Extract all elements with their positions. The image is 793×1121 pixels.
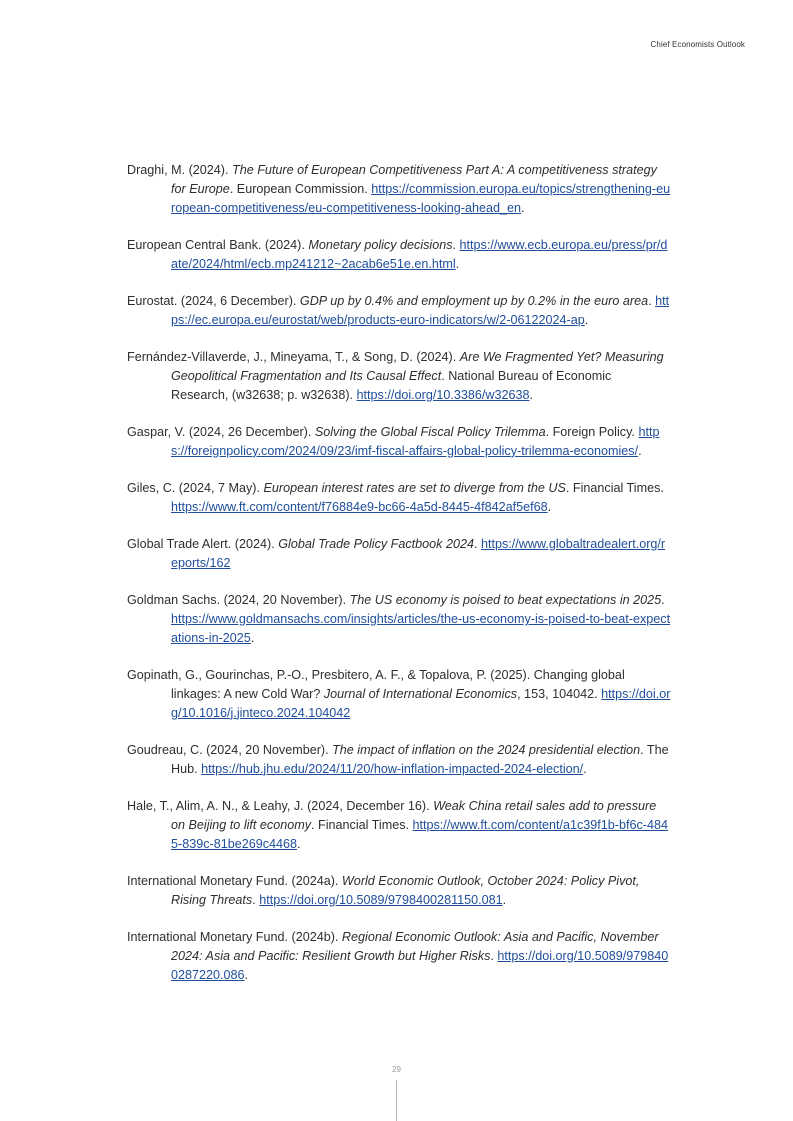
reference-authors: International Monetary Fund. (2024b).: [127, 930, 342, 945]
reference-entry: Giles, C. (2024, 7 May). European interest rates are set to diverge from the US. Financial Times. https://www.ft.com/content/f76884e9-bc66-4a5d-8445-4f842af5ef68.: [127, 481, 664, 514]
reference-entry: Goldman Sachs. (2024, 20 November). The US economy is poised to beat expectations in 2025. https://www.goldmansachs.com/insights/articles/the-us-economy-is-poised-to-beat-expectations-in-2025.: [127, 593, 671, 645]
reference-link[interactable]: https://foreignpolicy.com/2024/09/23/imf-fiscal-affairs-global-policy-trilemma-economies/: [171, 424, 660, 458]
reference-link[interactable]: https://www.ft.com/content/a1c39f1b-bf6c-4845-839c-81be269c4468: [171, 817, 669, 851]
reference-entry: Goudreau, C. (2024, 20 November). The impact of inflation on the 2024 presidential election. The Hub. https://hub.jhu.edu/2024/11/20/how-inflation-impacted-2024-election/.: [127, 743, 669, 776]
reference-authors: Giles, C. (2024, 7 May).: [127, 481, 264, 496]
reference-authors: International Monetary Fund. (2024a).: [127, 874, 342, 889]
reference-source: . National Bureau of Economic Research, (w32638; p. w32638).: [171, 368, 612, 402]
reference-source: . Foreign Policy.: [545, 424, 639, 439]
reference-title: The impact of inflation on the 2024 presidential election: [332, 743, 641, 758]
footer-divider: [396, 1080, 397, 1121]
reference-link[interactable]: https://doi.org/10.5089/9798400287220.086: [171, 948, 669, 982]
page-number: 29: [392, 1065, 401, 1074]
reference-entry: Hale, T., Alim, A. N., & Leahy, J. (2024, December 16). Weak China retail sales add to pressure on Beijing to lift economy. Financial Times. https://www.ft.com/content/a1c39f1b-bf6c-4845-839c-81be269c4468.: [127, 799, 669, 851]
running-header: Chief Economists Outlook: [650, 40, 745, 49]
reference-title: Weak China retail sales add to pressure on Beijing to lift economy: [171, 799, 657, 832]
reference-entry: International Monetary Fund. (2024a). World Economic Outlook, October 2024: Policy Pivot, Rising Threats. https://doi.org/10.5089/9798400281150.081.: [127, 874, 640, 907]
reference-title: Regional Economic Outlook: Asia and Pacific, November 2024: Asia and Pacific: Resilient Growth but Higher Risks: [171, 930, 659, 963]
reference-source: . Financial Times.: [311, 817, 413, 832]
reference-authors: Goudreau, C. (2024, 20 November).: [127, 743, 333, 758]
reference-authors: Gaspar, V. (2024, 26 December).: [127, 424, 315, 439]
reference-link[interactable]: https://hub.jhu.edu/2024/11/20/how-inflation-impacted-2024-election/: [201, 761, 584, 776]
reference-entry: Fernández-Villaverde, J., Mineyama, T., & Song, D. (2024). Are We Fragmented Yet? Measuring Geopolitical Fragmentation and Its Causal Effect. National Bureau of Economic Research, (w32638; p. w32638). https://doi.org/10.3386/w32638.: [127, 350, 664, 402]
reference-entry: [127, 535, 672, 573]
reference-title: Monetary policy decisions: [308, 237, 453, 252]
reference-link[interactable]: https://www.globaltradealert.org/reports/162: [171, 537, 666, 570]
reference-entry: Draghi, M. (2024). The Future of European Competitiveness Part A: A competitiveness strategy for Europe. European Commission. https://commission.europa.eu/topics/strengthening-european-competitiveness/eu-competitiveness-looking-ahead_en.: [127, 163, 671, 215]
reference-authors: Global Trade Alert. (2024).: [127, 537, 279, 552]
reference-authors: Goldman Sachs. (2024, 20 November).: [127, 593, 350, 608]
reference-link[interactable]: https://www.goldmansachs.com/insights/articles/the-us-economy-is-poised-to-beat-expectations-in-2025: [171, 612, 671, 645]
reference-authors: Draghi, M. (2024).: [127, 163, 232, 177]
reference-title: Are We Fragmented Yet? Measuring Geopolitical Fragmentation and Its Causal Effect: [171, 350, 664, 383]
reference-authors: Fernández-Villaverde, J., Mineyama, T., & Song, D. (2024).: [127, 350, 460, 365]
reference-link[interactable]: https://doi.org/10.1016/j.jinteco.2024.104042: [171, 686, 671, 720]
reference-title: The US economy is poised to beat expectations in 2025: [349, 593, 662, 608]
reference-title: European interest rates are set to diverge from the US: [263, 481, 566, 496]
reference-title: World Economic Outlook, October 2024: Policy Pivot, Rising Threats: [171, 874, 640, 907]
reference-entry: International Monetary Fund. (2024b). Regional Economic Outlook: Asia and Pacific, November 2024: Asia and Pacific: Resilient Growth but Higher Risks. https://doi.org/10.5089/9798400287220.086.: [127, 930, 669, 982]
reference-authors: Gopinath, G., Gourinchas, P.-O., Presbitero, A. F., & Topalova, P. (2025). Changing global linkages: A new Cold War?: [127, 668, 625, 701]
reference-source: . European Commission.: [229, 181, 372, 196]
reference-authors: European Central Bank. (2024).: [127, 237, 309, 252]
reference-entry: Gaspar, V. (2024, 26 December). Solving the Global Fiscal Policy Trilemma. Foreign Policy. https://foreignpolicy.com/2024/09/23/imf-fiscal-affairs-global-policy-trilemma-economies/.: [127, 424, 660, 458]
reference-source: , 153, 104042.: [517, 686, 602, 701]
reference-title: Journal of International Economics: [323, 686, 518, 701]
reference-list: [127, 161, 672, 1003]
reference-source: .: [452, 237, 460, 252]
reference-source: .: [661, 593, 665, 608]
reference-authors: Hale, T., Alim, A. N., & Leahy, J. (2024, December 16).: [127, 799, 434, 814]
reference-source: . The Hub.: [171, 743, 669, 776]
reference-source: .: [474, 537, 481, 552]
reference-link[interactable]: https://doi.org/10.3386/w32638: [356, 387, 530, 402]
reference-link[interactable]: https://ec.europa.eu/eurostat/web/products-euro-indicators/w/2-06122024-ap: [171, 293, 670, 327]
reference-link[interactable]: https://www.ft.com/content/f76884e9-bc66-4a5d-8445-4f842af5ef68: [171, 499, 548, 514]
reference-entry: Eurostat. (2024, 6 December). GDP up by 0.4% and employment up by 0.2% in the euro area. https://ec.europa.eu/eurostat/web/products-euro-indicators/w/2-06122024-ap.: [127, 293, 670, 327]
reference-entry: European Central Bank. (2024). Monetary policy decisions. https://www.ecb.europa.eu/press/pr/date/2024/html/ecb.mp241212~2acab6e51e.en.html.: [127, 237, 668, 271]
reference-entry: [127, 666, 672, 722]
reference-link[interactable]: https://www.ecb.europa.eu/press/pr/date/2024/html/ecb.mp241212~2acab6e51e.en.html: [171, 237, 668, 271]
reference-link[interactable]: https://commission.europa.eu/topics/strengthening-european-competitiveness/eu-competitiveness-looking-ahead_en: [171, 181, 671, 215]
reference-authors: Eurostat. (2024, 6 December).: [127, 293, 300, 308]
reference-source: . Financial Times.: [565, 481, 664, 496]
reference-source: .: [252, 892, 260, 907]
reference-source: .: [648, 293, 656, 308]
reference-source: .: [490, 948, 498, 963]
reference-link[interactable]: https://doi.org/10.5089/9798400281150.081: [259, 892, 503, 907]
reference-title: Global Trade Policy Factbook 2024: [278, 537, 474, 552]
reference-title: The Future of European Competitiveness Part A: A competitiveness strategy for Europe: [171, 163, 657, 196]
reference-title: GDP up by 0.4% and employment up by 0.2% in the euro area: [299, 293, 649, 308]
reference-title: Solving the Global Fiscal Policy Trilemma: [314, 424, 546, 439]
